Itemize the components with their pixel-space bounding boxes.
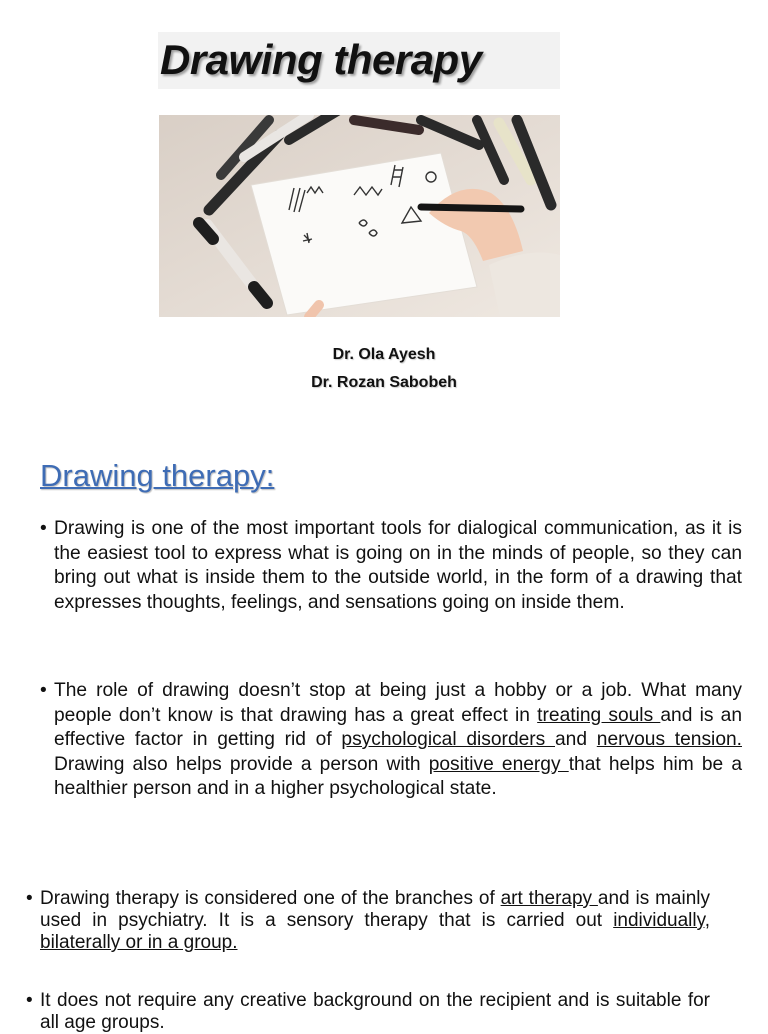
bullet-dot: •	[40, 518, 47, 539]
author-name: Dr. Ola Ayesh	[332, 346, 436, 363]
bullet-item	[26, 990, 710, 1034]
underlined-term: art therapy	[500, 888, 598, 909]
underlined-term: positive energy	[428, 753, 569, 775]
drawing-photo	[159, 115, 560, 317]
bullet-dot: •	[40, 680, 47, 701]
bullet-text: It does not require any creative background on the recipient and is suitable for all age groups.	[40, 990, 710, 1033]
bullet-text: The role of drawing doesn’t stop at being just a hobby or a job. What many people don’t know is that drawing has a great effect in treating souls and is an effective factor in getting rid of psychological disorders and nervous tension. Drawing also helps provide a person with positive energy that helps him be a healthier person and in a higher psychological state.	[54, 680, 743, 799]
underlined-term: nervous tension.	[596, 729, 742, 750]
underlined-term: treating souls	[537, 704, 661, 726]
bullet-text: Drawing is one of the most important tools for dialogical communication, as it is the easiest tool to express what is going on in the minds of people, so they can bring out what is inside them to the outside world, in the form of a drawing that expresses thoughts, feelings, and sensations going on inside them.	[54, 518, 742, 613]
bullet-dot: •	[26, 990, 33, 1011]
underlined-term: psychological disorders	[341, 729, 556, 750]
bullet-dot: •	[26, 888, 33, 909]
bullet-item	[40, 679, 742, 802]
bullet-item	[40, 517, 742, 615]
bullet-text: Drawing therapy is considered one of the branches of art therapy and is mainly used in psychiatry. It is a sensory therapy that is carried out individually, bilaterally or in a group.	[40, 888, 711, 953]
section-heading: Drawing therapy:	[40, 458, 275, 493]
page-title: Drawing therapy	[160, 36, 482, 83]
author-name: Dr. Rozan Sabobeh	[311, 374, 457, 391]
bullet-item	[26, 888, 710, 954]
underlined-term: individually, bilaterally or in a group.	[40, 910, 710, 953]
